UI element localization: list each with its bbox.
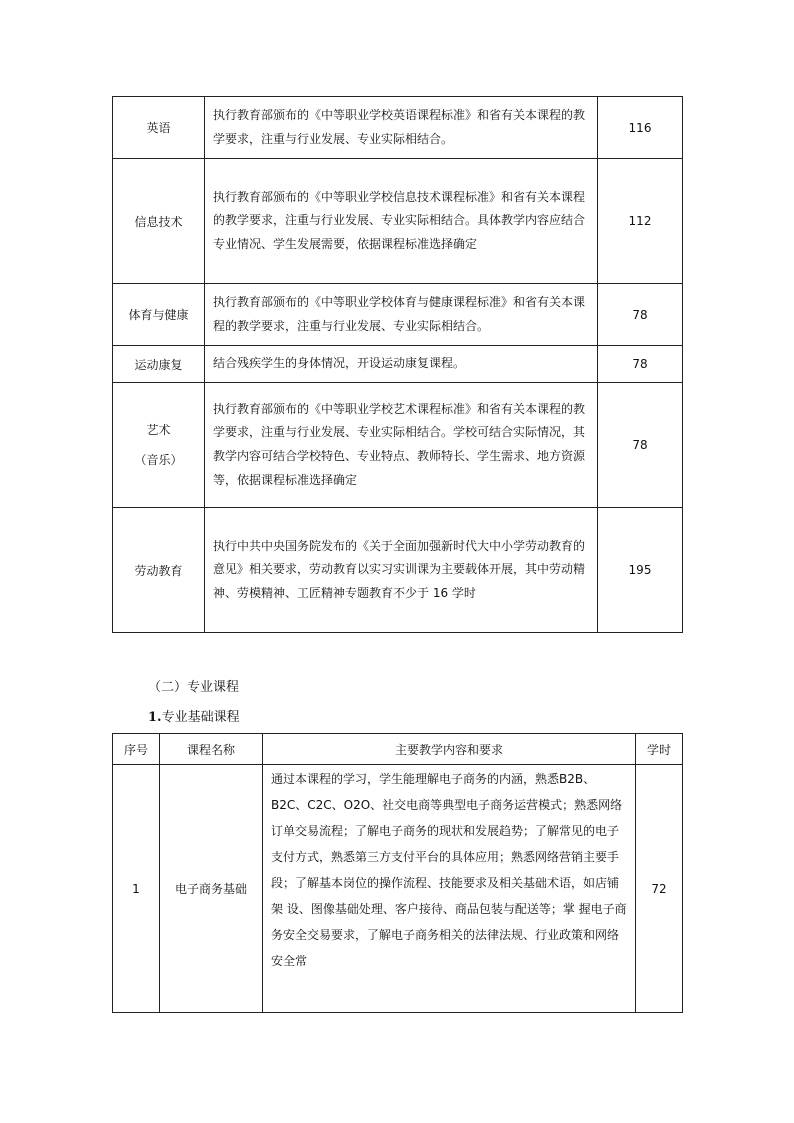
header-content: 主要教学内容和要求 <box>263 734 636 765</box>
public-course-table <box>112 96 683 633</box>
row-no: 1 <box>113 765 160 1013</box>
table-row <box>113 508 683 633</box>
course-hours: 195 <box>598 508 683 633</box>
table-row <box>113 159 683 284</box>
table-row <box>113 765 683 1013</box>
course-name: 艺术 <box>146 423 171 437</box>
course-name: 体育与健康 <box>113 284 205 346</box>
course-name: 劳动教育 <box>113 508 205 633</box>
header-hours: 学时 <box>636 734 683 765</box>
course-name: 运动康复 <box>113 346 205 383</box>
table-row <box>113 97 683 159</box>
course-hours: 78 <box>598 346 683 383</box>
table-header-row <box>113 734 683 765</box>
table-row <box>113 346 683 383</box>
course-name-cell <box>113 383 205 508</box>
major-course-table <box>112 733 683 1013</box>
header-name: 课程名称 <box>160 734 263 765</box>
table-row <box>113 284 683 346</box>
subsection-label: 专业基础课程 <box>161 710 240 725</box>
course-hours: 78 <box>598 284 683 346</box>
course-hours: 116 <box>598 97 683 159</box>
row-content: 通过本课程的学习，学生能理解电子商务的内涵，熟悉B2B、B2C、C2C、O2O、社交电商等典型电子商务运营模式；熟悉网络订单交易流程；了解电子商务的现状和发展趋势；了解常见的电子支付方式，熟悉第三方支付平台的具体应用；熟悉网络营销主要手段；了解基本岗位的操作流程、技能要求及相关基础术语，如店铺架 设、图像基础处理、客户接待、商品包装与配送等；掌 握电子商务安全交易要求，了解电子商务相关的法律法规、行业政策和网络安全常 <box>263 765 636 1013</box>
row-name: 电子商务基础 <box>160 765 263 1013</box>
section-title: （二）专业课程 <box>148 680 240 695</box>
course-desc: 执行中共中央国务院发布的《关于全面加强新时代大中小学劳动教育的意见》相关要求，劳动教育以实习实训课为主要载体开展，其中劳动精神、劳模精神、工匠精神专题教育不少于 16 学时 <box>205 508 598 633</box>
course-desc: 执行教育部颁布的《中等职业学校艺术课程标准》和省有关本课程的教学要求，注重与行业发展、专业实际相结合。学校可结合实际情况，其教学内容可结合学校特色、专业特点、教师特长、学生需求、地方资源等，依据课程标准选择确定 <box>205 383 598 508</box>
course-desc: 执行教育部颁布的《中等职业学校体育与健康课程标准》和省有关本课程的教学要求，注重与行业发展、专业实际相结合。 <box>205 284 598 346</box>
course-desc: 结合残疾学生的身体情况，开设运动康复课程。 <box>205 346 598 383</box>
subsection-number: 1. <box>148 710 162 725</box>
subsection-title <box>148 706 240 725</box>
course-name-sub: （音乐） <box>134 453 183 467</box>
header-no: 序号 <box>113 734 160 765</box>
course-hours: 112 <box>598 159 683 284</box>
table-row <box>113 383 683 508</box>
course-desc: 执行教育部颁布的《中等职业学校英语课程标准》和省有关本课程的教学要求，注重与行业发展、专业实际相结合。 <box>205 97 598 159</box>
course-desc: 执行教育部颁布的《中等职业学校信息技术课程标准》和省有关本课程的教学要求，注重与行业发展、专业实际相结合。具体教学内容应结合专业情况、学生发展需要，依据课程标准选择确定 <box>205 159 598 284</box>
course-hours: 78 <box>598 383 683 508</box>
row-hours: 72 <box>636 765 683 1013</box>
course-name: 信息技术 <box>113 159 205 284</box>
course-name: 英语 <box>113 97 205 159</box>
